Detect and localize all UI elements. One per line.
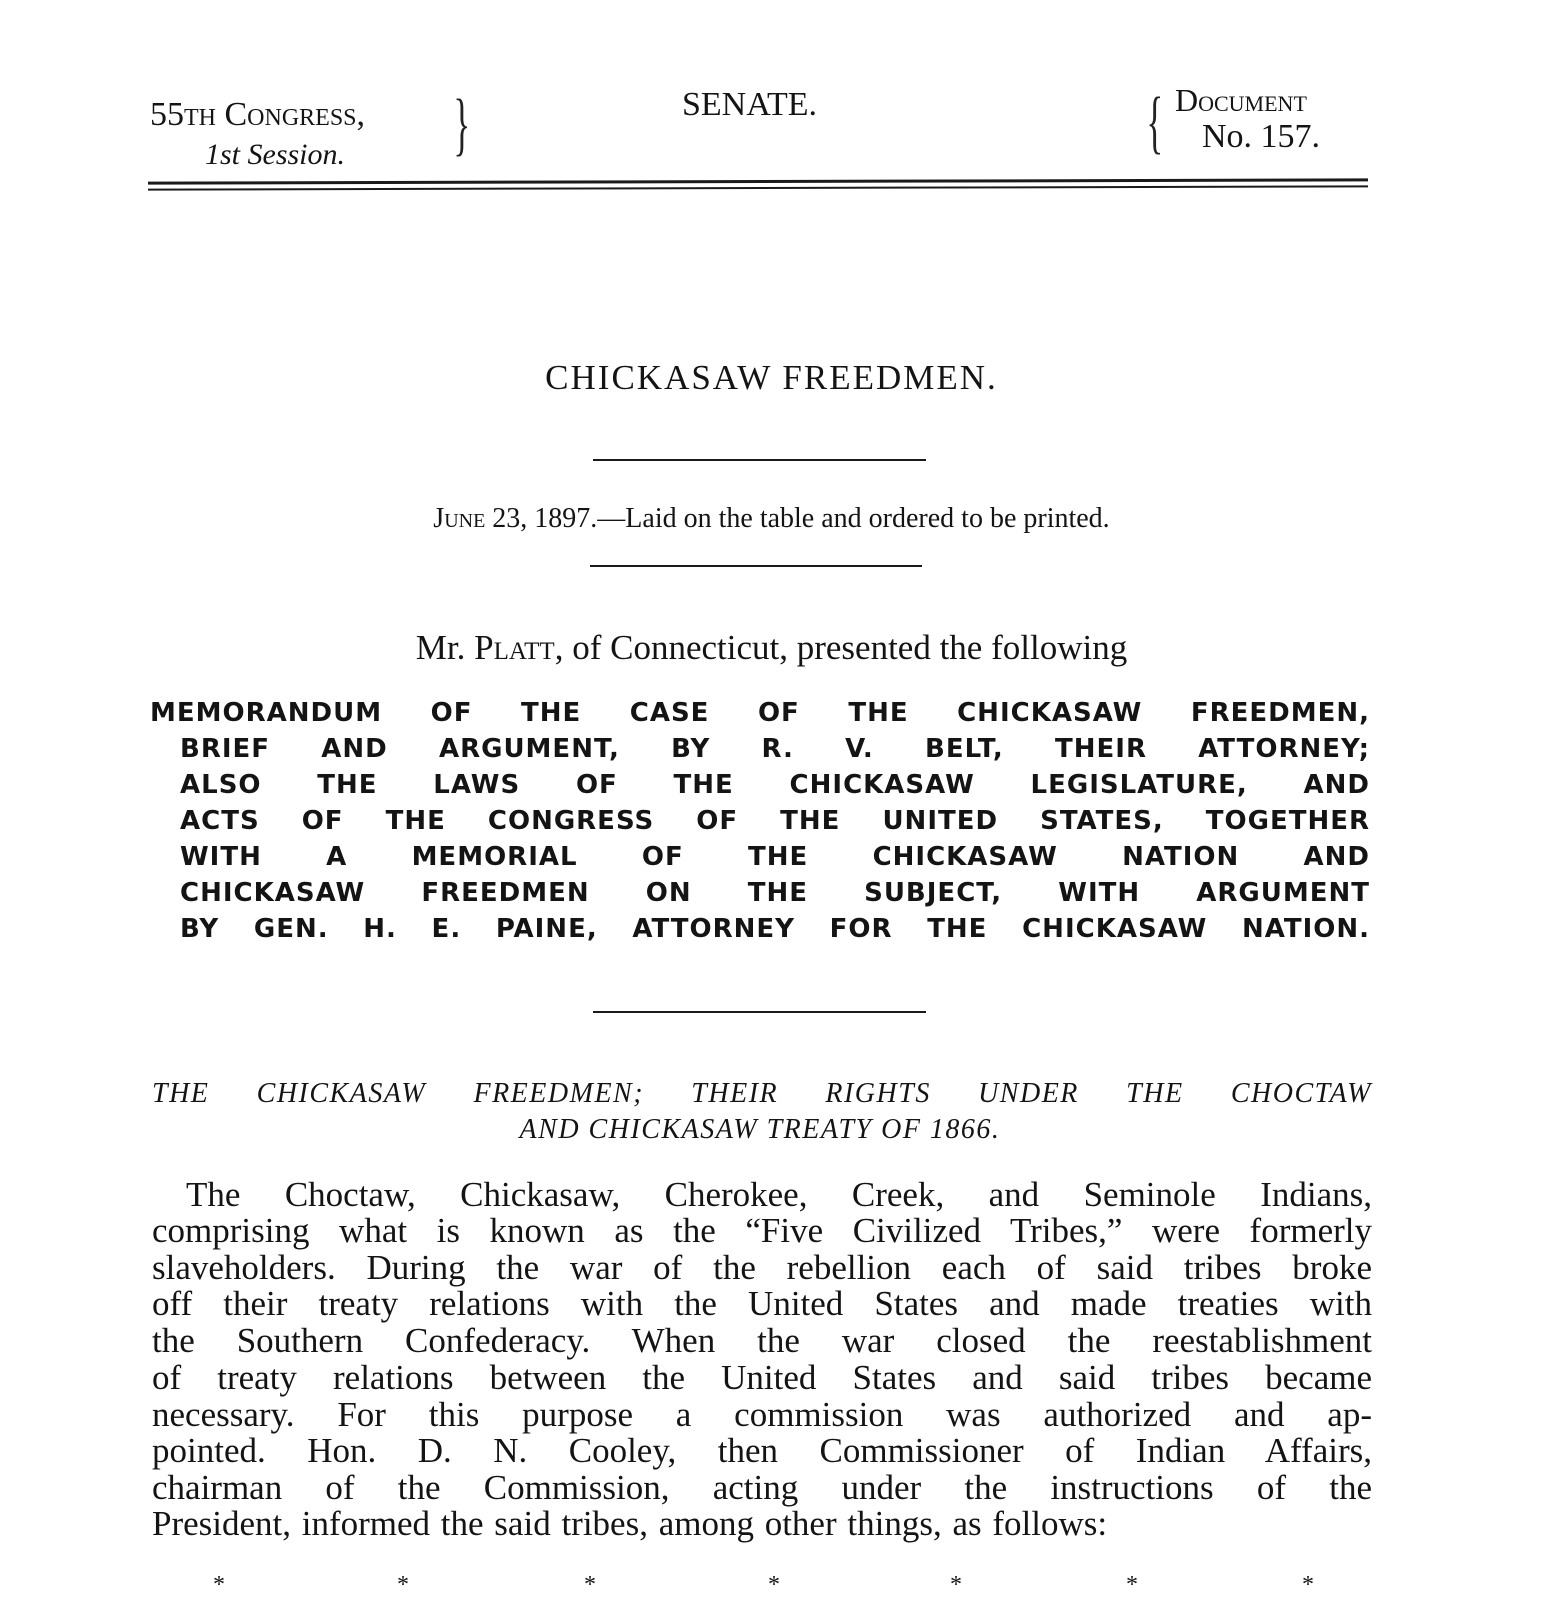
divider [593,1011,926,1013]
ellipsis-star: * [213,1572,225,1598]
congress-text: 55th Congress, [150,96,366,133]
ellipsis-star: * [1302,1572,1314,1598]
ellipsis-star: * [1126,1572,1138,1598]
body-line: off their treaty relations with the United States and made treaties with [152,1284,1372,1323]
memorandum-line: MEMORANDUM OF THE CASE OF THE CHICKASAW FREEDMEN, [150,698,1370,728]
memorandum-line: CHICKASAW FREEDMEN ON THE SUBJECT, WITH ARGUMENT [180,878,1370,908]
ellipsis-star: * [397,1572,409,1598]
body-line: chairman of the Commission, acting under the instructions of the [152,1468,1372,1507]
body-line: pointed. Hon. D. N. Cooley, then Commissioner of Indian Affairs, [152,1431,1372,1470]
body-line: necessary. For this purpose a commission was authorized and ap- [152,1395,1372,1434]
ellipsis-star: * [950,1572,962,1598]
memorandum-line: BRIEF AND ARGUMENT, BY R. V. BELT, THEIR ATTORNEY; [180,734,1370,764]
body-line: slaveholders. During the war of the rebellion each of said tribes broke [152,1248,1372,1287]
body-line: the Southern Confederacy. When the war closed the reestablishment [152,1321,1372,1360]
memorandum-line: WITH A MEMORIAL OF THE CHICKASAW NATION AND [180,842,1370,872]
presenter-prefix: Mr. [415,628,475,667]
memorandum-line: ACTS OF THE CONGRESS OF THE UNITED STATES, TOGETHER [180,806,1370,836]
body-line: The Choctaw, Chickasaw, Cherokee, Creek, and Seminole Indians, [186,1175,1372,1214]
memorandum-line: BY GEN. H. E. PAINE, ATTORNEY FOR THE CHICKASAW NATION. [180,914,1370,944]
section-heading-line: THE CHICKASAW FREEDMEN; THEIR RIGHTS UNDER THE CHOCTAW [152,1078,1372,1109]
ellipsis-star: * [768,1572,780,1598]
body-line: of treaty relations between the United States and said tribes became [152,1358,1372,1397]
body-line: comprising what is known as the “Five Civilized Tribes,” were formerly [152,1211,1372,1250]
memorandum-title [150,698,1370,950]
divider [590,565,922,567]
document-label: Document [1175,82,1307,118]
memorandum-line: ALSO THE LAWS OF THE CHICKASAW LEGISLATURE, AND [180,770,1370,800]
divider [593,459,926,461]
presenter-name: Platt [474,628,555,667]
chamber-label: SENATE. [682,86,818,123]
session-label: 1st Session. [205,138,346,171]
document-number: No. 157. [1202,118,1321,155]
date-text: —Laid on the table and ordered to be printed. [597,503,1110,534]
presenter-line [0,628,1543,668]
document-title: CHICKASAW FREEDMEN. [545,358,998,397]
congress-label [150,96,365,134]
header-rule-top [148,178,1368,184]
header-rule-bottom [148,185,1368,190]
date: June 23, 1897. [433,503,598,534]
left-brace: { [1146,84,1164,161]
ellipsis-star: * [584,1572,596,1598]
right-brace: } [453,86,471,163]
date-line [0,503,1543,535]
section-heading-line: AND CHICKASAW TREATY OF 1866. [519,1114,1001,1145]
body-line: President, informed the said tribes, among other things, as follows: [152,1504,1108,1543]
presenter-text: , of Connecticut, presented the following [554,628,1128,667]
